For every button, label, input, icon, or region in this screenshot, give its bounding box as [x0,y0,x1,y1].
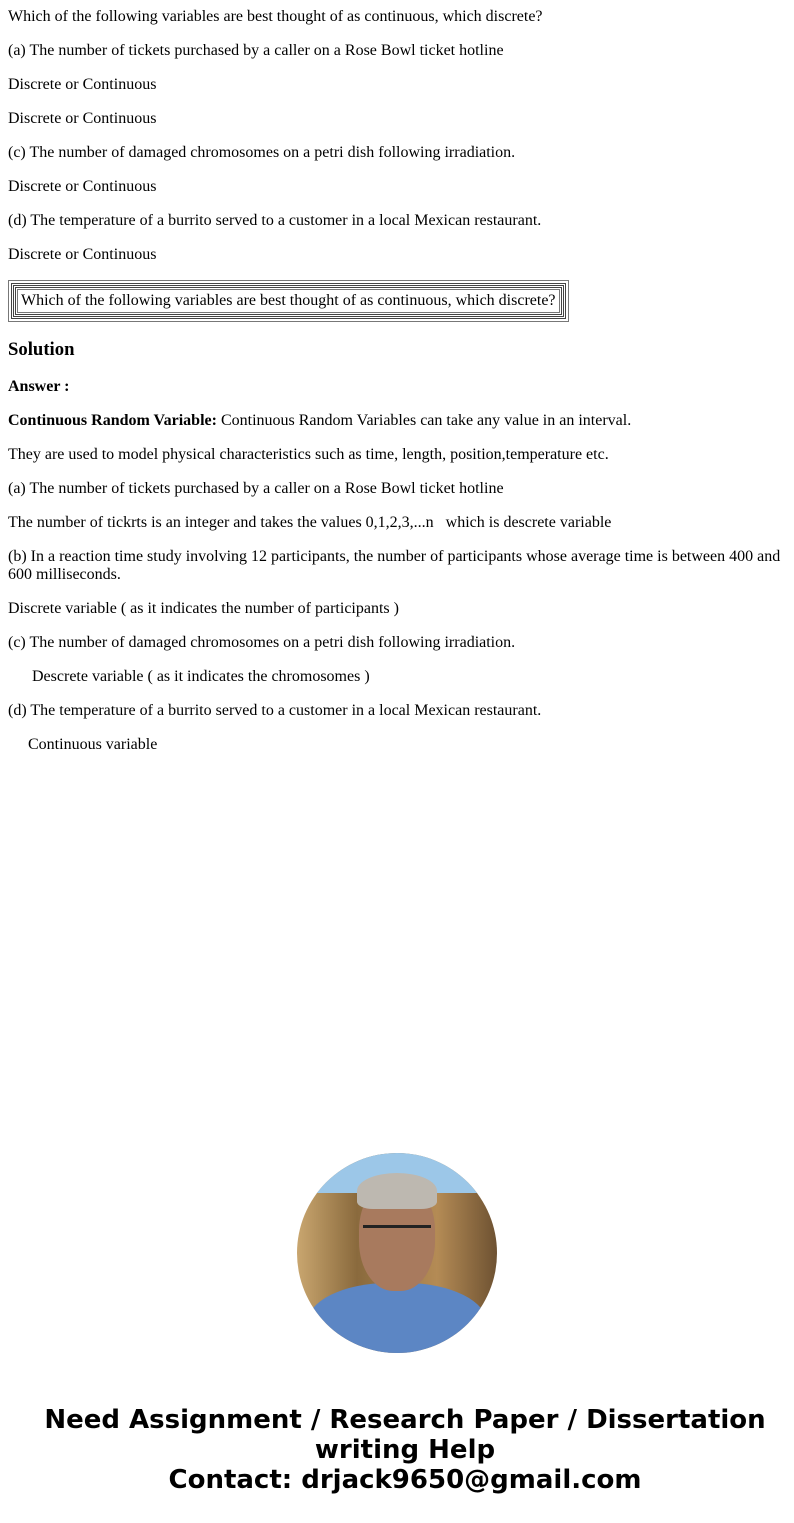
question-item: Discrete or Continuous [8,178,157,195]
promo-line: writing Help [314,1435,496,1465]
part-c-question: (c) The number of damaged chromosomes on a petri dish following irradiation. [8,634,516,651]
question-item: Discrete or Continuous [8,76,157,93]
question-item: (a) The number of tickets purchased by a caller on a Rose Bowl ticket hotline [8,42,504,59]
part-b-question: (b) In a reaction time study involving 12 participants, the number of participants whose average time is between 400 and 600 milliseconds. [8,548,781,583]
author-photo [297,1153,497,1353]
question-title: Which of the following variables are best thought of as continuous, which discrete? [8,8,543,25]
promo-contact: Contact: drjack9650@gmail.com [168,1465,642,1495]
part-c-answer: Descrete variable ( as it indicates the chromosomes ) [32,668,370,685]
answer-label: Answer : [8,378,70,395]
question-item: (d) The temperature of a burrito served to a customer in a local Mexican restaurant. [8,212,542,229]
question-item: Discrete or Continuous [8,110,157,127]
question-item: Discrete or Continuous [8,246,157,263]
promo-banner [8,1405,794,1495]
definition-label: Continuous Random Variable: [8,412,217,429]
part-a-question: (a) The number of tickets purchased by a caller on a Rose Bowl ticket hotline [8,480,504,497]
part-b-answer: Discrete variable ( as it indicates the number of participants ) [8,600,399,617]
solution-heading: Solution [8,339,75,360]
question-box [8,280,569,322]
model-text: They are used to model physical characteristics such as time, length, position,temperature etc. [8,446,609,463]
part-d-question: (d) The temperature of a burrito served to a customer in a local Mexican restaurant. [8,702,542,719]
part-a-answer: The number of tickrts is an integer and takes the values 0,1,2,3,...n which is descrete variable [8,514,612,531]
definition-text: Continuous Random Variables can take any value in an interval. [216,412,632,429]
question-item: (c) The number of damaged chromosomes on a petri dish following irradiation. [8,144,516,161]
part-d-answer: Continuous variable [28,736,158,753]
boxed-title: Which of the following variables are best thought of as continuous, which discrete? [17,289,560,313]
promo-line: Need Assignment / Research Paper / Dissertation [44,1405,766,1435]
